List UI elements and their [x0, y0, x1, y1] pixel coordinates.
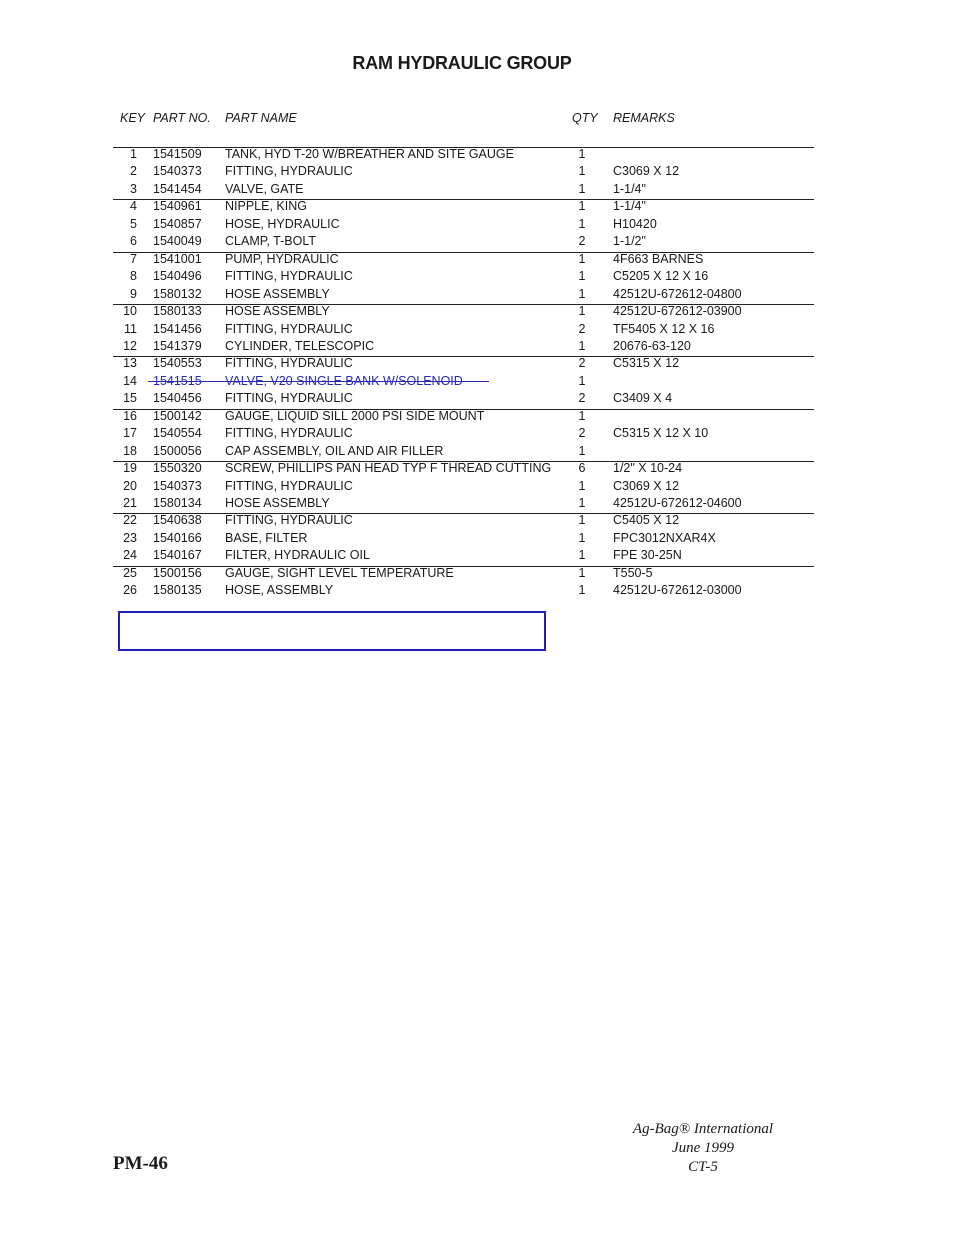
row-part-name: HOSE ASSEMBLY [225, 304, 330, 319]
row-qty: 1 [578, 251, 586, 266]
row-key: 20 [123, 478, 137, 493]
header-qty: QTY [572, 111, 598, 125]
row-part-no: 1540857 [153, 216, 202, 231]
table-row [0, 409, 954, 426]
row-part-no: 1580135 [153, 583, 202, 598]
row-remarks: 1-1/4" [613, 181, 646, 196]
group-divider [113, 356, 814, 357]
row-key: 26 [123, 583, 137, 598]
table-row [0, 147, 954, 164]
row-qty: 1 [578, 373, 586, 388]
row-part-name: HOSE ASSEMBLY [225, 286, 330, 301]
footer-block [600, 1120, 806, 1177]
row-part-name: GAUGE, SIGHT LEVEL TEMPERATURE [225, 565, 454, 580]
footer-code: CT-5 [688, 1159, 718, 1175]
row-part-name: VALVE, V20 SINGLE BANK W/SOLENOID [225, 373, 463, 388]
row-part-name: FITTING, HYDRAULIC [225, 426, 353, 441]
row-part-no: 1541001 [153, 251, 202, 266]
row-key: 4 [130, 199, 137, 214]
strikethrough-line [148, 381, 489, 382]
row-qty: 1 [578, 304, 586, 319]
table-row [0, 182, 954, 199]
row-qty: 2 [578, 391, 586, 406]
row-part-no: 1500156 [153, 565, 202, 580]
row-part-name: FITTING, HYDRAULIC [225, 391, 353, 406]
table-row [0, 426, 954, 443]
row-qty: 1 [578, 408, 586, 423]
row-part-no: 1580134 [153, 496, 202, 510]
row-part-name: GAUGE, LIQUID SILL 2000 PSI SIDE MOUNT [225, 408, 485, 423]
row-qty: 1 [578, 548, 586, 563]
row-part-name: HOSE, ASSEMBLY [225, 583, 334, 598]
row-key: 3 [130, 181, 137, 196]
header-remarks: REMARKS [613, 111, 675, 125]
row-remarks: C5405 X 12 [613, 513, 680, 528]
row-part-no: 1540049 [153, 234, 202, 249]
row-qty: 1 [578, 565, 586, 580]
row-qty: 1 [578, 269, 586, 284]
table-row [0, 322, 954, 339]
row-part-name: NIPPLE, KING [225, 199, 307, 214]
row-key: 16 [123, 408, 137, 423]
group-divider [113, 461, 814, 462]
row-part-name: FITTING, HYDRAULIC [225, 478, 353, 493]
table-row [0, 531, 954, 548]
row-key: 8 [130, 269, 137, 284]
row-remarks: 1-1/2" [613, 234, 646, 249]
row-part-no: 1540553 [153, 356, 202, 371]
row-key: 17 [123, 426, 137, 441]
row-part-no: 1540373 [153, 478, 202, 493]
table-row [0, 164, 954, 181]
row-qty: 2 [578, 356, 586, 371]
header-part-name: PART NAME [225, 111, 297, 125]
row-key: 5 [130, 216, 137, 231]
row-key: 24 [123, 548, 137, 563]
group-divider [113, 566, 814, 567]
table-row [0, 339, 954, 356]
row-part-name: VALVE, GATE [225, 181, 304, 196]
row-part-name: BASE, FILTER [225, 530, 308, 545]
row-key: 1 [130, 147, 137, 161]
row-qty: 1 [578, 478, 586, 493]
footer-date: June 1999 [671, 1140, 735, 1156]
row-part-no: 1500056 [153, 443, 202, 458]
row-qty: 1 [578, 199, 586, 214]
row-part-name: CAP ASSEMBLY, OIL AND AIR FILLER [225, 443, 444, 458]
row-part-name: FITTING, HYDRAULIC [225, 356, 353, 371]
row-key: 7 [130, 251, 137, 266]
row-part-name: TANK, HYD T-20 W/BREATHER AND SITE GAUGE [225, 147, 514, 161]
table-row [0, 356, 954, 373]
row-remarks: C3409 X 4 [613, 391, 673, 406]
row-key: 23 [123, 530, 137, 545]
group-divider [113, 252, 814, 253]
row-remarks: FPE 30-25N [613, 548, 682, 563]
row-qty: 2 [578, 234, 586, 249]
table-row [0, 513, 954, 530]
header-part-no: PART NO. [153, 111, 211, 125]
row-qty: 1 [578, 496, 586, 510]
row-key: 6 [130, 234, 137, 249]
row-part-no: 1540638 [153, 513, 202, 528]
row-qty: 1 [578, 181, 586, 196]
row-part-name: SCREW, PHILLIPS PAN HEAD TYP F THREAD CUTTING [225, 461, 552, 476]
group-divider [113, 513, 814, 514]
row-key: 10 [123, 304, 137, 319]
row-remarks: C5315 X 12 [613, 356, 680, 371]
table-row [0, 444, 954, 461]
row-key: 22 [123, 513, 137, 528]
table-row [0, 217, 954, 234]
table-row [0, 304, 954, 321]
row-key: 15 [123, 391, 137, 406]
row-remarks: 42512U-672612-03900 [613, 304, 742, 319]
row-part-no: 1540961 [153, 199, 202, 214]
row-qty: 1 [578, 583, 586, 598]
table-row [0, 374, 954, 391]
row-key: 18 [123, 443, 137, 458]
row-key: 21 [123, 496, 137, 510]
row-part-name: HOSE ASSEMBLY [225, 496, 330, 510]
row-remarks: C3069 X 12 [613, 478, 680, 493]
row-part-no: 1540554 [153, 426, 202, 441]
row-remarks: H10420 [613, 216, 657, 231]
row-part-name: CLAMP, T-BOLT [225, 234, 317, 249]
row-part-name: CYLINDER, TELESCOPIC [225, 338, 375, 353]
row-key: 11 [124, 321, 137, 336]
row-key: 2 [130, 164, 137, 179]
row-remarks: 4F663 BARNES [613, 251, 704, 266]
row-qty: 2 [578, 321, 586, 336]
row-part-no: 1540373 [153, 164, 202, 179]
row-part-no: 1550320 [153, 461, 202, 476]
row-part-name: FITTING, HYDRAULIC [225, 513, 353, 528]
group-divider [113, 304, 814, 305]
table-row [0, 269, 954, 286]
row-key: 25 [123, 565, 137, 580]
row-remarks: 42512U-672612-03000 [613, 583, 742, 598]
row-key: 13 [123, 356, 137, 371]
row-part-no: 1540166 [153, 530, 202, 545]
header-key: KEY [120, 111, 146, 125]
table-row [0, 479, 954, 496]
row-remarks: TF5405 X 12 X 16 [613, 321, 715, 336]
row-qty: 1 [578, 216, 586, 231]
group-divider [113, 409, 814, 410]
row-part-no: 1500142 [153, 408, 202, 423]
table-row [0, 252, 954, 269]
row-remarks: C5205 X 12 X 16 [613, 269, 709, 284]
row-qty: 1 [578, 286, 586, 301]
row-part-no: 1541454 [153, 181, 202, 196]
row-part-no: 1540456 [153, 391, 202, 406]
row-part-name: FILTER, HYDRAULIC OIL [225, 548, 370, 563]
table-row [0, 461, 954, 478]
row-part-no: 1540496 [153, 269, 202, 284]
row-part-no: 1541456 [153, 321, 202, 336]
row-part-name: FITTING, HYDRAULIC [225, 321, 353, 336]
row-remarks: 20676-63-120 [613, 338, 691, 353]
page-title: RAM HYDRAULIC GROUP [352, 53, 572, 73]
row-part-no: 1541515 [153, 373, 202, 388]
table-row [0, 199, 954, 216]
row-qty: 1 [578, 164, 586, 179]
row-qty: 1 [578, 443, 586, 458]
table-row [0, 583, 954, 600]
row-qty: 1 [578, 530, 586, 545]
row-key: 12 [123, 338, 137, 353]
row-part-name: PUMP, HYDRAULIC [225, 251, 339, 266]
row-part-no: 1541509 [153, 147, 202, 161]
note-box [118, 611, 546, 651]
row-remarks: 42512U-672612-04800 [613, 286, 742, 301]
table-row [0, 391, 954, 408]
table-row [0, 496, 954, 513]
group-divider [113, 199, 814, 200]
row-qty: 6 [578, 461, 586, 476]
row-remarks: 42512U-672612-04600 [613, 496, 742, 510]
row-part-no: 1580133 [153, 304, 202, 319]
row-qty: 2 [578, 426, 586, 441]
row-key: 14 [123, 373, 137, 388]
table-row [0, 287, 954, 304]
row-qty: 1 [578, 513, 586, 528]
row-key: 19 [123, 461, 137, 476]
table-row [0, 548, 954, 565]
row-qty: 1 [578, 147, 586, 161]
row-part-name: FITTING, HYDRAULIC [225, 164, 353, 179]
table-row [0, 234, 954, 251]
row-remarks: 1-1/4" [613, 199, 646, 214]
row-part-no: 1540167 [153, 548, 202, 563]
row-key: 9 [130, 286, 137, 301]
row-part-no: 1580132 [153, 286, 202, 301]
row-qty: 1 [578, 338, 586, 353]
row-part-name: HOSE, HYDRAULIC [225, 216, 340, 231]
group-divider [113, 147, 814, 148]
row-remarks: FPC3012NXAR4X [613, 530, 716, 545]
row-remarks: 1/2" X 10-24 [613, 461, 683, 476]
table-row [0, 566, 954, 583]
page-number: PM-46 [113, 1153, 168, 1174]
footer-company: Ag-Bag® International [632, 1121, 774, 1137]
row-remarks: C5315 X 12 X 10 [613, 426, 709, 441]
row-remarks: C3069 X 12 [613, 164, 680, 179]
row-remarks: T550-5 [613, 565, 653, 580]
row-part-no: 1541379 [153, 338, 202, 353]
row-part-name: FITTING, HYDRAULIC [225, 269, 353, 284]
